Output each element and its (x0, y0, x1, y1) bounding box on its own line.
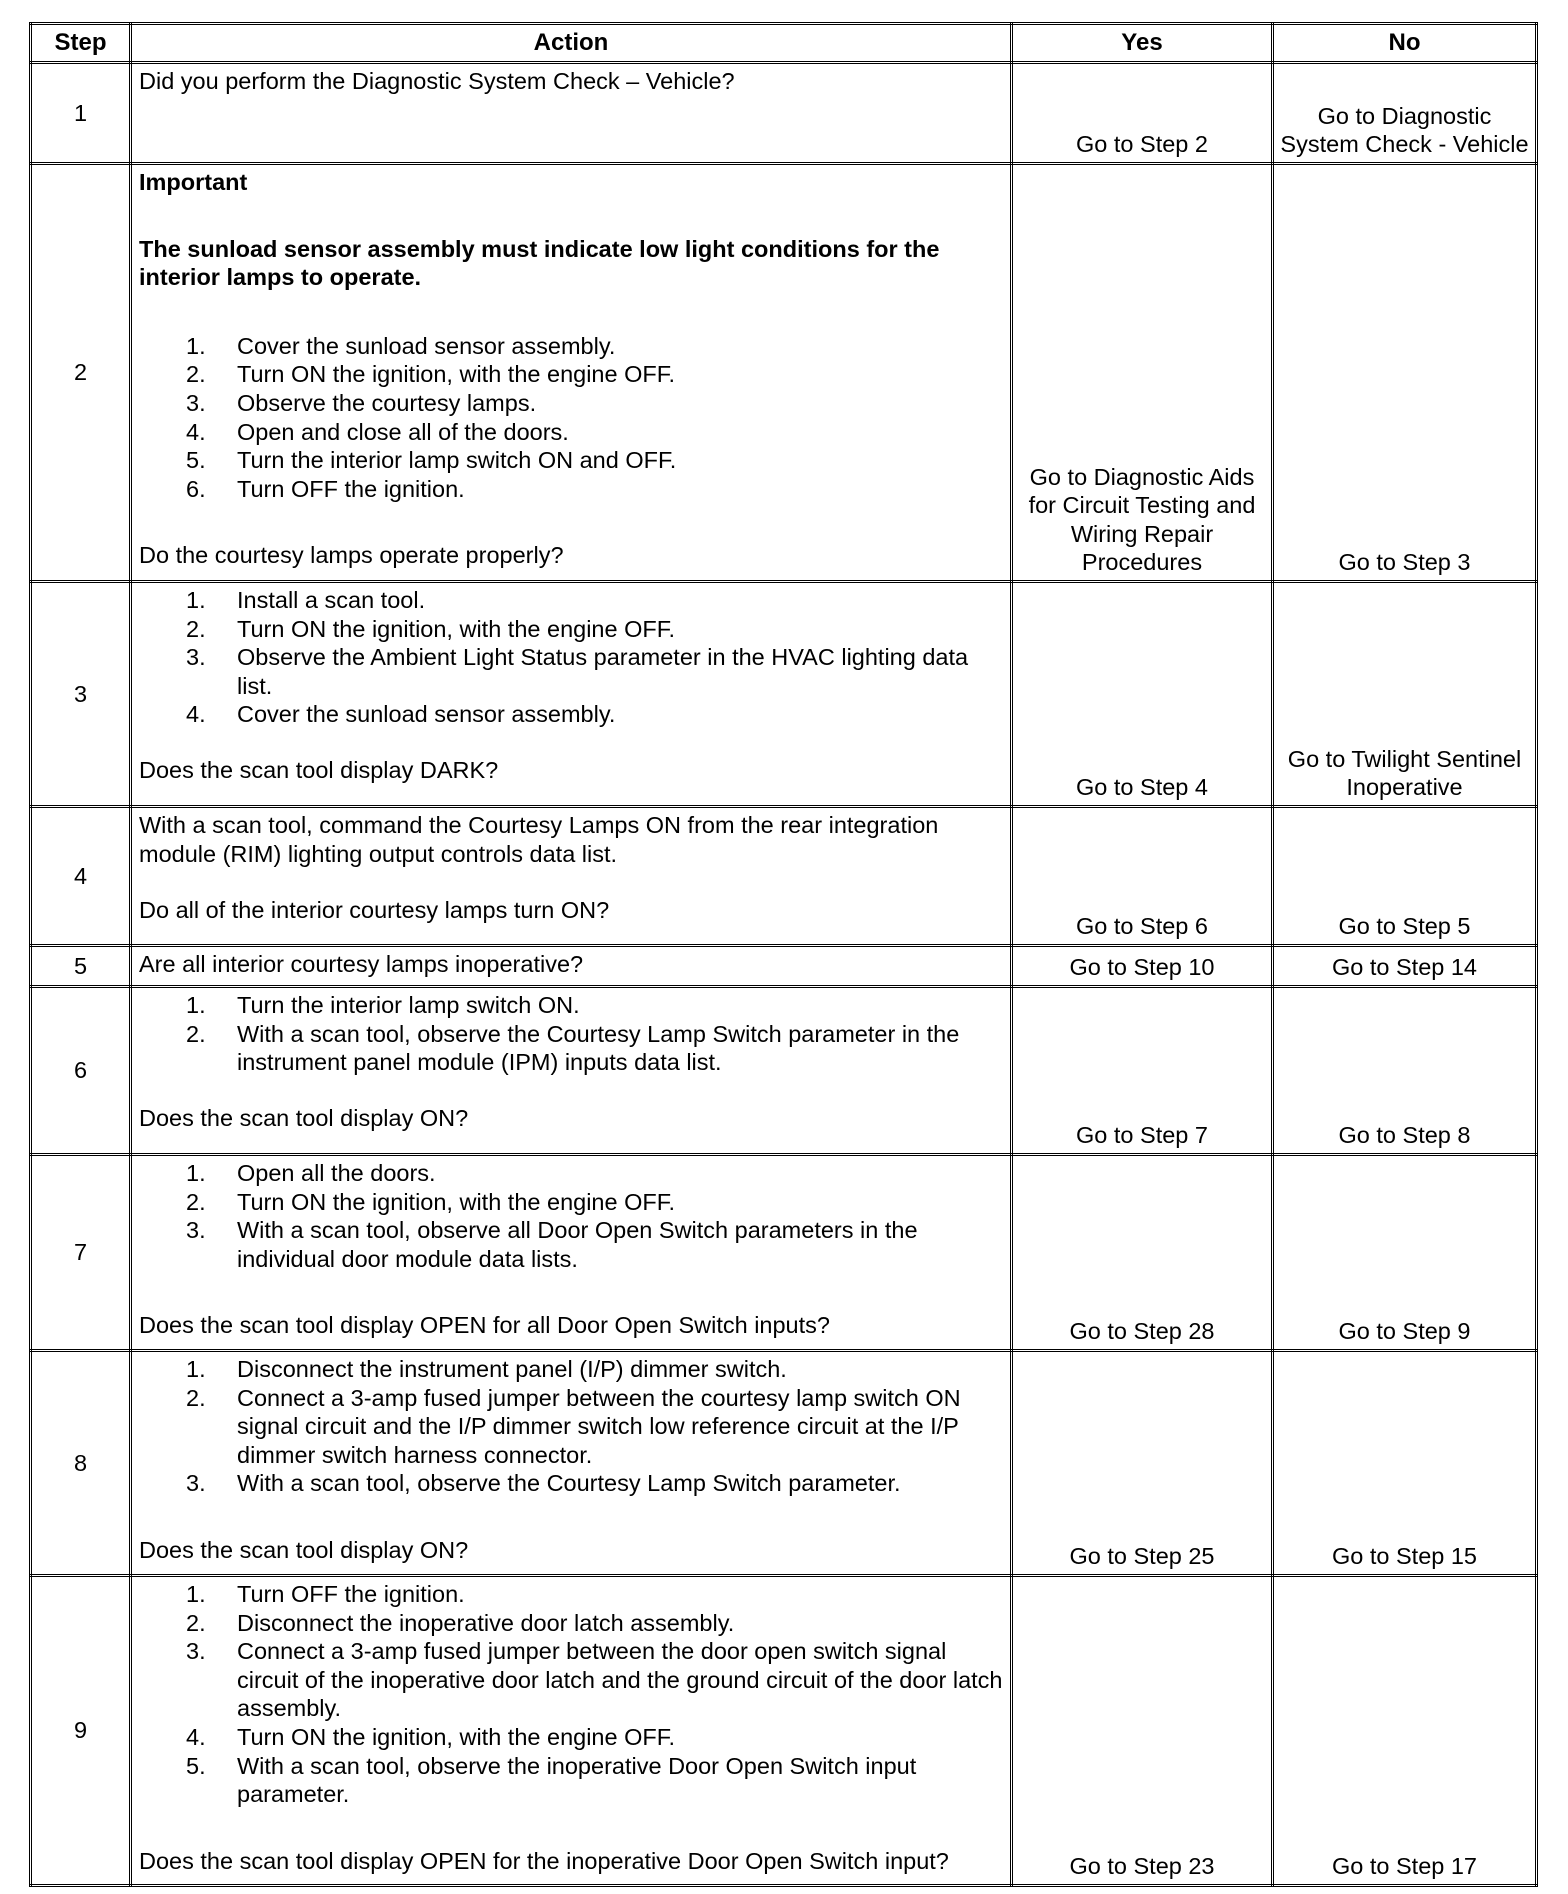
substep-number: 2. (186, 615, 206, 642)
list-item (139, 1216, 1004, 1273)
diagnostic-table (29, 22, 1538, 1887)
substep-text: Turn the interior lamp switch ON. (237, 992, 580, 1018)
table-row (31, 807, 1537, 946)
substep-list (139, 332, 1004, 504)
substep-number: 6. (186, 475, 206, 502)
action-cell (131, 946, 1012, 987)
step-number: 1 (31, 63, 131, 164)
substep-number: 1. (186, 587, 206, 613)
substep-text: Observe the Ambient Light Status parameter in the HVAC lighting data list. (237, 644, 969, 699)
substep-number: 5. (186, 447, 206, 474)
action-cell (131, 1576, 1012, 1886)
list-item (139, 1637, 1004, 1723)
yes-cell: Go to Step 28 (1012, 1155, 1273, 1351)
no-cell: Go to Diagnostic System Check - Vehicle (1273, 63, 1537, 164)
substep-number: 1. (186, 1581, 206, 1607)
list-item (139, 1469, 1004, 1498)
substep-text: Turn ON the ignition, with the engine OFF. (237, 1723, 676, 1750)
substep-text: With a scan tool, observe all Door Open Switch parameters in the individual door module data lists. (237, 1217, 918, 1272)
yes-cell: Go to Step 23 (1012, 1576, 1273, 1886)
list-item (139, 1355, 1004, 1384)
no-cell: Go to Step 17 (1273, 1576, 1537, 1886)
substep-number: 1. (186, 1160, 206, 1186)
list-item (139, 1752, 1004, 1809)
action-cell (131, 1351, 1012, 1576)
no-cell: Go to Step 14 (1273, 946, 1537, 987)
yes-cell: Go to Step 4 (1012, 582, 1273, 807)
substep-number: 4. (186, 418, 206, 445)
header-row (31, 24, 1537, 63)
substep-list (139, 1159, 1004, 1273)
yes-cell: Go to Step 10 (1012, 946, 1273, 987)
step-number: 7 (31, 1155, 131, 1351)
action-cell (131, 582, 1012, 807)
important-text: The sunload sensor assembly must indicate low light conditions for the interior lamps to operate. (139, 235, 940, 291)
substep-text: Turn OFF the ignition. (237, 1581, 465, 1607)
list-item (139, 1723, 1004, 1752)
yes-cell: Go to Diagnostic Aids for Circuit Testing and Wiring Repair Procedures (1012, 164, 1273, 582)
header-step: Step (31, 24, 131, 63)
question-text: Are all interior courtesy lamps inoperative? (139, 951, 584, 977)
header-no: No (1273, 24, 1537, 63)
question-text: Do all of the interior courtesy lamps turn ON? (139, 897, 610, 924)
substep-number: 3. (186, 1470, 206, 1497)
substep-text: Turn ON the ignition, with the engine OFF. (237, 615, 676, 642)
step-number: 3 (31, 582, 131, 807)
substep-number: 3. (186, 1638, 206, 1665)
yes-cell: Go to Step 7 (1012, 987, 1273, 1155)
question-text: Does the scan tool display OPEN for the inoperative Door Open Switch input? (139, 1847, 949, 1874)
substep-text: With a scan tool, observe the inoperative Door Open Switch input parameter. (237, 1752, 917, 1808)
important-label: Important (139, 169, 248, 195)
substep-text: Open and close all of the doors. (237, 418, 569, 445)
substep-text: Connect a 3-amp fused jumper between the courtesy lamp switch ON signal circuit and the I/P dimmer switch low reference circuit at the I/P dimmer switch harness connector. (237, 1384, 961, 1468)
list-item (139, 1580, 1004, 1609)
yes-cell: Go to Step 25 (1012, 1351, 1273, 1576)
table-row (31, 1576, 1537, 1886)
substep-number: 4. (186, 1723, 206, 1750)
header-yes: Yes (1012, 24, 1273, 63)
no-cell: Go to Step 3 (1273, 164, 1537, 582)
list-item (139, 700, 1004, 729)
step-number: 9 (31, 1576, 131, 1886)
action-cell (131, 164, 1012, 582)
substep-text: Open all the doors. (237, 1160, 436, 1186)
substep-list (139, 586, 1004, 729)
table-row (31, 582, 1537, 807)
list-item (139, 1384, 1004, 1470)
substep-text: Connect a 3-amp fused jumper between the door open switch signal circuit of the inoperative door latch and the ground circuit of the door latch assembly. (237, 1638, 1003, 1722)
no-cell: Go to Step 15 (1273, 1351, 1537, 1576)
substep-number: 5. (186, 1752, 206, 1779)
substep-number: 2. (186, 361, 206, 388)
question-text: Do the courtesy lamps operate properly? (139, 542, 564, 569)
substep-text: Install a scan tool. (237, 587, 426, 613)
list-item (139, 332, 1004, 361)
substep-number: 2. (186, 1188, 206, 1215)
no-cell: Go to Step 8 (1273, 987, 1537, 1155)
list-item (139, 389, 1004, 418)
no-cell: Go to Step 9 (1273, 1155, 1537, 1351)
list-item (139, 418, 1004, 447)
substep-text: Cover the sunload sensor assembly. (237, 332, 616, 359)
step-number: 2 (31, 164, 131, 582)
no-cell: Go to Twilight Sentinel Inoperative (1273, 582, 1537, 807)
question-text: Does the scan tool display ON? (139, 1536, 469, 1563)
list-item (139, 1188, 1004, 1217)
action-text: Did you perform the Diagnostic System Check – Vehicle? (139, 68, 735, 94)
substep-number: 1. (186, 332, 206, 359)
table-row (31, 946, 1537, 987)
substep-text: Turn the interior lamp switch ON and OFF. (237, 447, 677, 474)
list-item (139, 1609, 1004, 1638)
substep-number: 3. (186, 1217, 206, 1244)
list-item (139, 991, 1004, 1020)
table-row (31, 164, 1537, 582)
table-row (31, 1155, 1537, 1351)
list-item (139, 1159, 1004, 1188)
list-item (139, 360, 1004, 389)
table-row (31, 63, 1537, 164)
substep-number: 4. (186, 701, 206, 728)
list-item (139, 446, 1004, 475)
action-text: With a scan tool, command the Courtesy Lamps ON from the rear integration module (RIM) lighting output controls data list. (139, 812, 939, 867)
action-cell (131, 1155, 1012, 1351)
substep-text: Turn ON the ignition, with the engine OFF. (237, 361, 676, 388)
substep-text: Disconnect the instrument panel (I/P) dimmer switch. (237, 1356, 787, 1382)
substep-text: With a scan tool, observe the Courtesy Lamp Switch parameter in the instrument panel module (IPM) inputs data list. (237, 1020, 960, 1076)
substep-text: Cover the sunload sensor assembly. (237, 701, 616, 728)
substep-text: With a scan tool, observe the Courtesy Lamp Switch parameter. (237, 1470, 901, 1497)
substep-text: Turn OFF the ignition. (237, 475, 465, 502)
step-number: 6 (31, 987, 131, 1155)
substep-list (139, 1580, 1004, 1809)
table-row (31, 1351, 1537, 1576)
action-cell (131, 807, 1012, 946)
list-item (139, 643, 1004, 700)
question-text: Does the scan tool display ON? (139, 1104, 469, 1131)
list-item (139, 475, 1004, 504)
step-number: 8 (31, 1351, 131, 1576)
list-item (139, 1020, 1004, 1077)
substep-text: Observe the courtesy lamps. (237, 389, 537, 416)
substep-text: Disconnect the inoperative door latch assembly. (237, 1609, 735, 1636)
question-text: Does the scan tool display OPEN for all Door Open Switch inputs? (139, 1312, 830, 1339)
substep-number: 2. (186, 1020, 206, 1047)
substep-number: 1. (186, 992, 206, 1018)
action-cell (131, 63, 1012, 164)
yes-cell: Go to Step 6 (1012, 807, 1273, 946)
substep-number: 2. (186, 1609, 206, 1636)
action-cell (131, 987, 1012, 1155)
no-cell: Go to Step 5 (1273, 807, 1537, 946)
table-row (31, 987, 1537, 1155)
substep-number: 1. (186, 1356, 206, 1382)
substep-number: 3. (186, 644, 206, 671)
step-number: 5 (31, 946, 131, 987)
list-item (139, 586, 1004, 615)
yes-cell: Go to Step 2 (1012, 63, 1273, 164)
substep-list (139, 991, 1004, 1077)
substep-number: 3. (186, 389, 206, 416)
substep-number: 2. (186, 1384, 206, 1411)
question-text: Does the scan tool display DARK? (139, 756, 499, 783)
header-action: Action (131, 24, 1012, 63)
substep-text: Turn ON the ignition, with the engine OFF. (237, 1188, 676, 1215)
list-item (139, 615, 1004, 644)
step-number: 4 (31, 807, 131, 946)
substep-list (139, 1355, 1004, 1498)
